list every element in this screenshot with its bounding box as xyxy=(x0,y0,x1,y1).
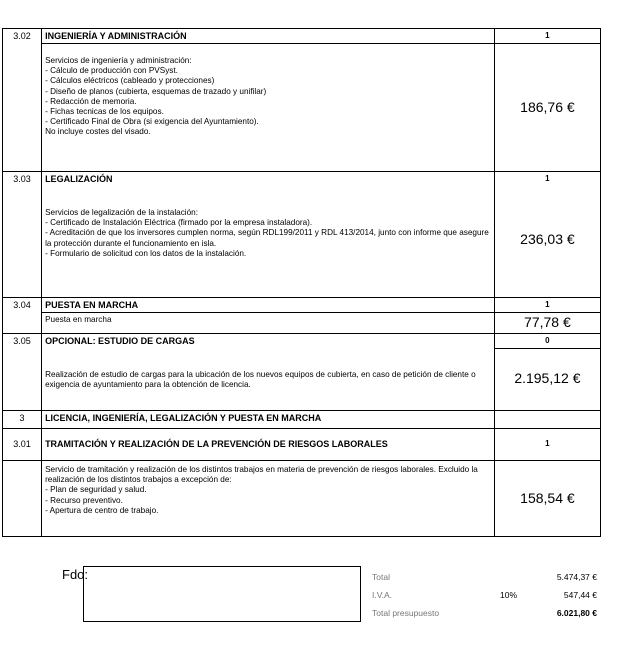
grand-total-value: 6.021,80 € xyxy=(556,608,597,618)
item-price: 77,78 € xyxy=(524,314,571,330)
item-description: Realización de estudio de cargas para la ubicación de los nuevos equipos de cubierta, en caso de petición de cliente o exigencia de ayuntamiento para la obtención de licencia. xyxy=(45,370,476,390)
section-code: 3 xyxy=(3,411,42,429)
item-quantity: 0 xyxy=(495,334,600,349)
table-row xyxy=(3,461,601,537)
budget-table xyxy=(2,28,601,537)
table-row xyxy=(3,411,601,429)
item-code: 3.04 xyxy=(3,298,42,334)
item-quantity: 1 xyxy=(545,439,550,448)
signature-label: Fdo: xyxy=(62,567,89,582)
item-title: INGENIERÍA Y ADMINISTRACIÓN xyxy=(42,29,494,44)
item-price: 2.195,12 € xyxy=(514,370,581,386)
total-value: 5.474,37 € xyxy=(556,572,597,582)
item-title: LEGALIZACIÓN xyxy=(45,174,113,184)
table-row xyxy=(3,334,601,411)
total-label: Total xyxy=(372,572,390,582)
item-price: 186,76 € xyxy=(520,99,575,115)
item-quantity: 1 xyxy=(495,29,600,44)
item-code: 3.05 xyxy=(3,334,42,411)
item-description: Servicios de legalización de la instalación: - Certificado de Instalación Eléctrica (firmado por la empresa instaladora). - Acreditación de que los inversores cumplen norma, según RDL199/2011 y RDL 413/2014, junto con informe que asegure la protección durante el funcionamiento en isla. - Formulario de solicitud con los datos de la instalación. xyxy=(45,208,489,258)
iva-rate: 10% xyxy=(500,590,518,600)
item-description: Puesta en marcha xyxy=(45,315,112,324)
table-row xyxy=(3,29,601,172)
grand-total-label: Total presupuesto xyxy=(372,608,440,618)
item-price: 236,03 € xyxy=(520,231,575,247)
item-code: 3.02 xyxy=(3,29,42,172)
item-title: TRAMITACIÓN Y REALIZACIÓN DE LA PREVENCIÓN DE RIESGOS LABORALES xyxy=(45,439,388,449)
item-description: Servicios de ingeniería y administración: - Cálculo de producción con PVSyst. - Cálculos eléctricos (cableado y protecciones) - Diseño de planos (cubierta, esquemas de trazado y unifilar) - Redacción de memoria. - Fichas tecnicas de los equipos. - Certificado Final de Obra (si exigencia del Ayuntamiento). No incluye costes del visado. xyxy=(45,56,267,137)
item-code: 3.03 xyxy=(3,172,42,298)
item-description: Servicio de tramitación y realización de los distintos trabajos en materia de prevención de riesgos laborales. Excluido la realización de los distintos trabajos a excepción de: - Plan de seguridad y salud. - Recurso preventivo. - Apertura de centro de trabajo. xyxy=(45,465,478,515)
iva-value: 547,44 € xyxy=(563,590,597,600)
item-price: 158,54 € xyxy=(520,490,575,506)
section-title: LICENCIA, INGENIERÍA, LEGALIZACIÓN Y PUESTA EN MARCHA xyxy=(45,413,322,423)
table-row xyxy=(3,172,601,298)
table-row xyxy=(3,429,601,461)
table-row xyxy=(3,298,601,334)
item-quantity: 1 xyxy=(545,174,550,183)
item-title: OPCIONAL: ESTUDIO DE CARGAS xyxy=(45,336,195,346)
signature-box xyxy=(83,566,361,622)
iva-label: I.V.A. xyxy=(372,590,393,600)
item-title: PUESTA EN MARCHA xyxy=(42,298,494,313)
item-code: 3.01 xyxy=(3,429,42,461)
item-quantity: 1 xyxy=(495,298,600,313)
